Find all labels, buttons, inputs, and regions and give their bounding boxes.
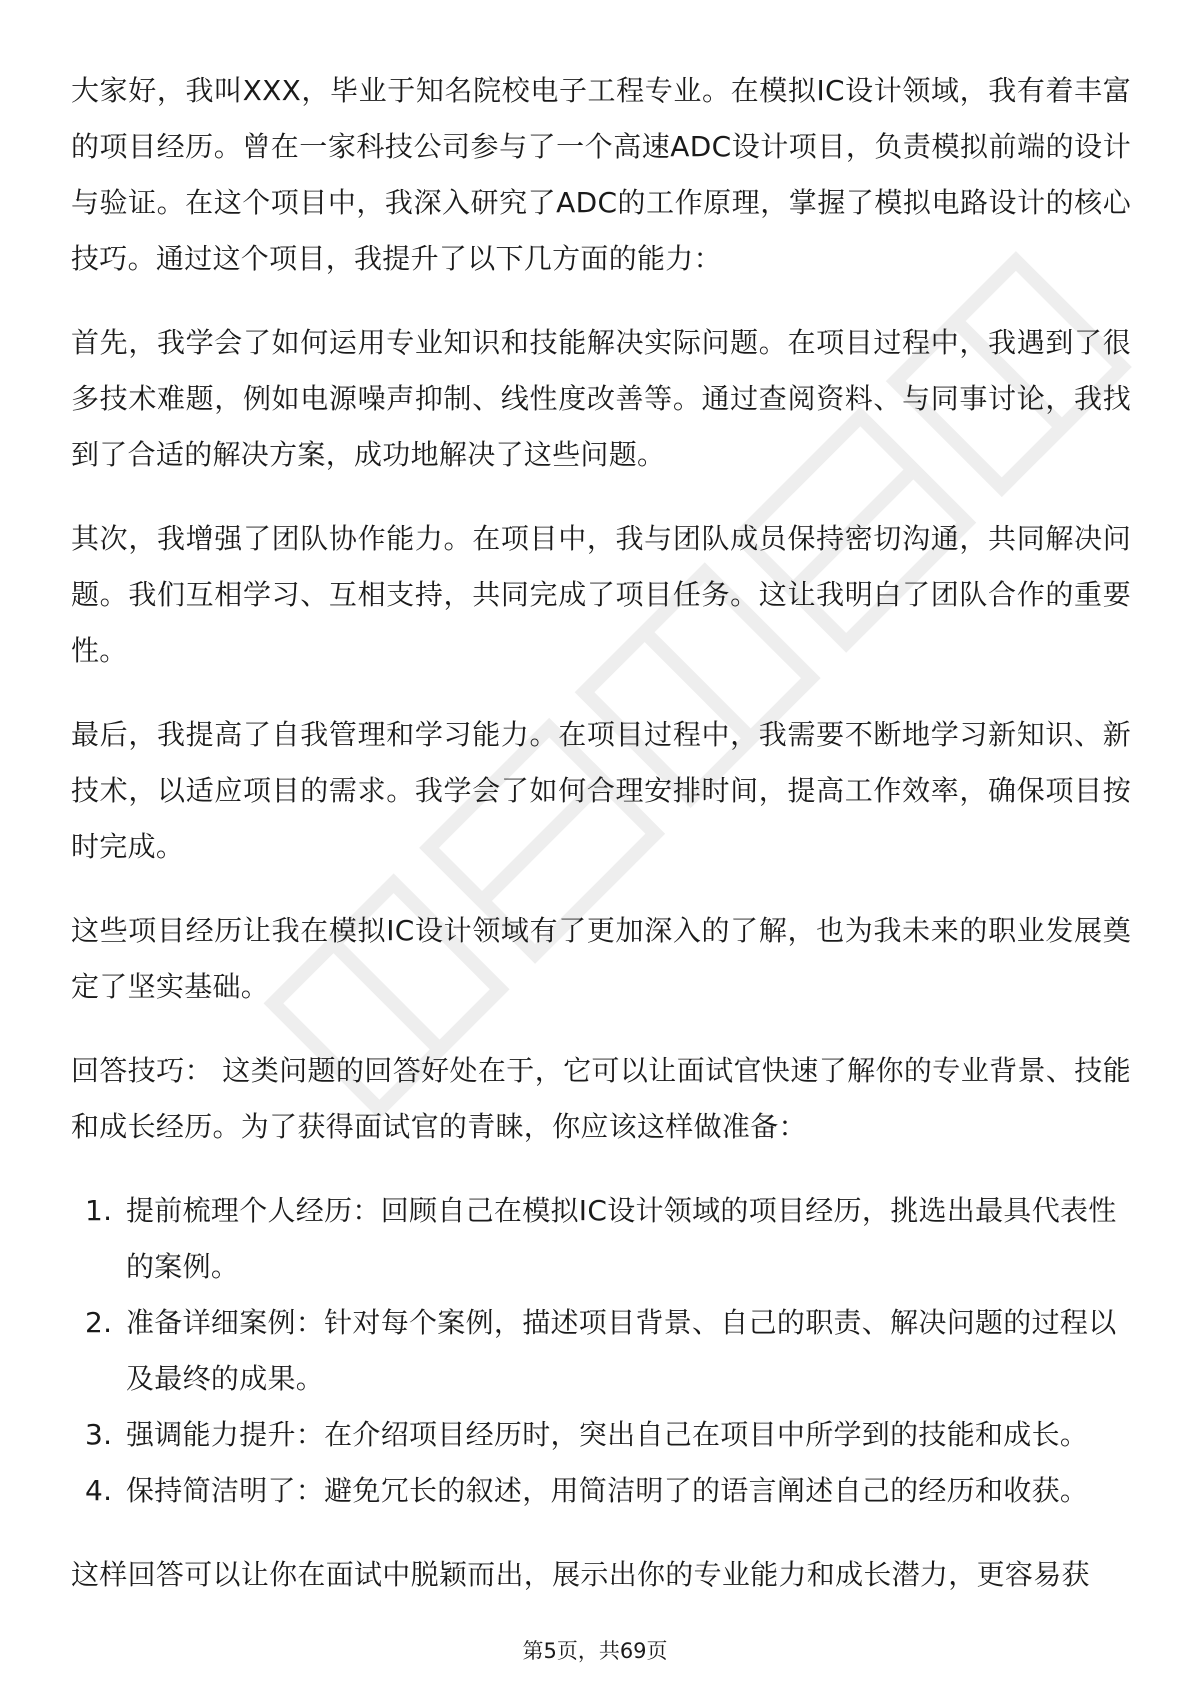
list-number: 1. [85, 1194, 113, 1227]
answer-tips-paragraph: 回答技巧： 这类问题的回答好处在于，它可以让面试官快速了解你的专业背景、技能和成长经历。为了获得面试官的青睐，你应该这样做准备： [71, 1054, 1131, 1143]
page-number: 第5页，共69页 [522, 1639, 668, 1663]
document-body [71, 63, 1131, 1631]
intro-paragraph: 大家好，我叫XXX，毕业于知名院校电子工程专业。在模拟IC设计领域，我有着丰富的项目经历。曾在一家科技公司参与了一个高速ADC设计项目，负责模拟前端的设计与验证。在这个项目中，我深入研究了ADC的工作原理，掌握了模拟电路设计的核心技巧。通过这个项目，我提升了以下几方面的能力： [71, 74, 1131, 275]
list-item-text: 保持简洁明了：避免冗长的叙述，用简洁明了的语言阐述自己的经历和收获。 [126, 1474, 1089, 1507]
first-point-paragraph: 首先，我学会了如何运用专业知识和技能解决实际问题。在项目过程中，我遇到了很多技术难题，例如电源噪声抑制、线性度改善等。通过查阅资料、与同事讨论，我找到了合适的解决方案，成功地解决了这些问题。 [71, 326, 1131, 471]
list-item-text: 准备详细案例：针对每个案例，描述项目背景、自己的职责、解决问题的过程以及最终的成果。 [126, 1306, 1117, 1395]
list-item-text: 强调能力提升：在介绍项目经历时，突出自己在项目中所学到的技能和成长。 [126, 1418, 1089, 1451]
tips-list [71, 1183, 1131, 1519]
list-item [71, 1463, 1131, 1519]
list-item [71, 1183, 1131, 1295]
list-item-text: 提前梳理个人经历：回顾自己在模拟IC设计领域的项目经历，挑选出最具代表性的案例。 [126, 1194, 1117, 1283]
list-number: 4. [85, 1474, 113, 1507]
list-item [71, 1295, 1131, 1407]
third-point-paragraph: 最后，我提高了自我管理和学习能力。在项目过程中，我需要不断地学习新知识、新技术，以适应项目的需求。我学会了如何合理安排时间，提高工作效率，确保项目按时完成。 [71, 718, 1131, 863]
list-number: 2. [85, 1306, 113, 1339]
list-number: 3. [85, 1418, 113, 1451]
second-point-paragraph: 其次，我增强了团队协作能力。在项目中，我与团队成员保持密切沟通，共同解决问题。我们互相学习、互相支持，共同完成了项目任务。这让我明白了团队合作的重要性。 [71, 522, 1131, 667]
closing-paragraph: 这样回答可以让你在面试中脱颖而出，展示出你的专业能力和成长潜力，更容易获 [71, 1558, 1090, 1591]
list-item [71, 1407, 1131, 1463]
summary-paragraph: 这些项目经历让我在模拟IC设计领域有了更加深入的了解，也为我未来的职业发展奠定了坚实基础。 [71, 914, 1131, 1003]
